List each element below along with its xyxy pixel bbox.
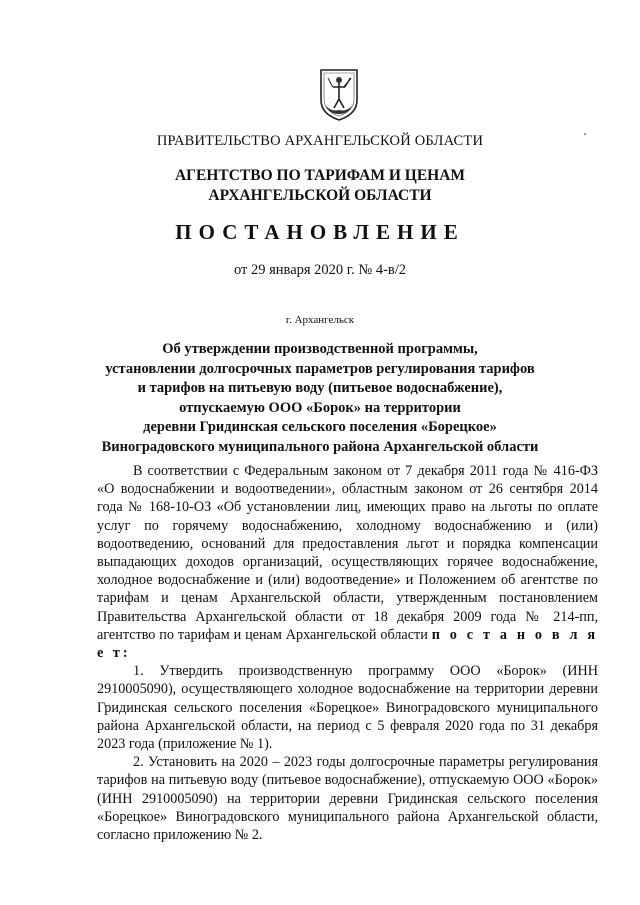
agency-name-line-2: АРХАНГЕЛЬСКОЙ ОБЛАСТИ <box>208 187 432 204</box>
subject-line: Об утверждении производственной программы, <box>162 341 478 357</box>
subject-line: отпускаемую ООО «Борок» на территории <box>179 399 461 416</box>
agency-name <box>0 166 640 206</box>
government-name: ПРАВИТЕЛЬСТВО АРХАНГЕЛЬСКОЙ ОБЛАСТИ <box>156 133 484 149</box>
item-2-paragraph: 2. Установить на 2020 – 2023 годы долгосрочные параметры регулирования тарифов на питьевую воду (питьевое водоснабжение), отпускаемую ООО «Борок» (ИНН 2910005090) на территории деревни Гридинская сельского поселения «Борецкое» Виноградовского муниципального района Архангельской области, согласно приложению № 2. <box>97 754 598 844</box>
item-1-paragraph: 1. Утвердить производственную программу ООО «Борок» (ИНН 2910005090), осуществляющего холодное водоснабжение на территории деревни Гридинская сельского поселения «Борецкое» Виноградовского муниципального района Архангельской области, на период с 5 февраля 2020 года по 31 декабря 2023 года (приложение № 1). <box>97 663 598 753</box>
subject-line: Виноградовского муниципального района Архангельской области <box>101 438 539 455</box>
preamble-paragraph <box>97 462 598 662</box>
subject-line: и тарифов на питьевую воду (питьевое водоснабжение), <box>137 380 503 396</box>
document-subject <box>0 340 640 457</box>
preamble-text: В соответствии с Федеральным законом от 7 декабря 2011 года № 416-ФЗ «О водоснабжении и водоотведении», областным законом от 26 сентября 2014 года № 168-10-ОЗ «Об установлении лиц, имеющих право на льготы по оплате услуг по горячему водоснабжению, холодному водоснабжению и (или) водоотведению, оснований для предоставления льгот и порядка компенсации выпадающих доходов организаций, осуществляющих горячее водоснабжение, холодное водоснабжение и (или) водоотведение» и Положением об агентстве по тарифам и ценам Архангельской области, утвержденным постановлением Правительства Архангельской области от 18 декабря 2009 года № 214-пп, агентство по тарифам и ценам Архангельской области <box>97 463 598 643</box>
subject-line: установлении долгосрочных параметров регулирования тарифов <box>105 360 535 377</box>
document-type: ПОСТАНОВЛЕНИЕ <box>175 220 465 244</box>
document-date-number: от 29 января 2020 г. № 4-в/2 <box>233 262 407 278</box>
document-city: г. Архангельск <box>285 314 355 326</box>
subject-line: деревни Гридинская сельского поселения «Борецкое» <box>143 419 497 435</box>
document-body <box>97 462 598 844</box>
decree-word: п о с т а н о в л я е т: <box>97 626 598 662</box>
agency-name-line-1: АГЕНТСТВО ПО ТАРИФАМ И ЦЕНАМ <box>174 167 466 184</box>
coat-of-arms-icon <box>318 66 360 122</box>
